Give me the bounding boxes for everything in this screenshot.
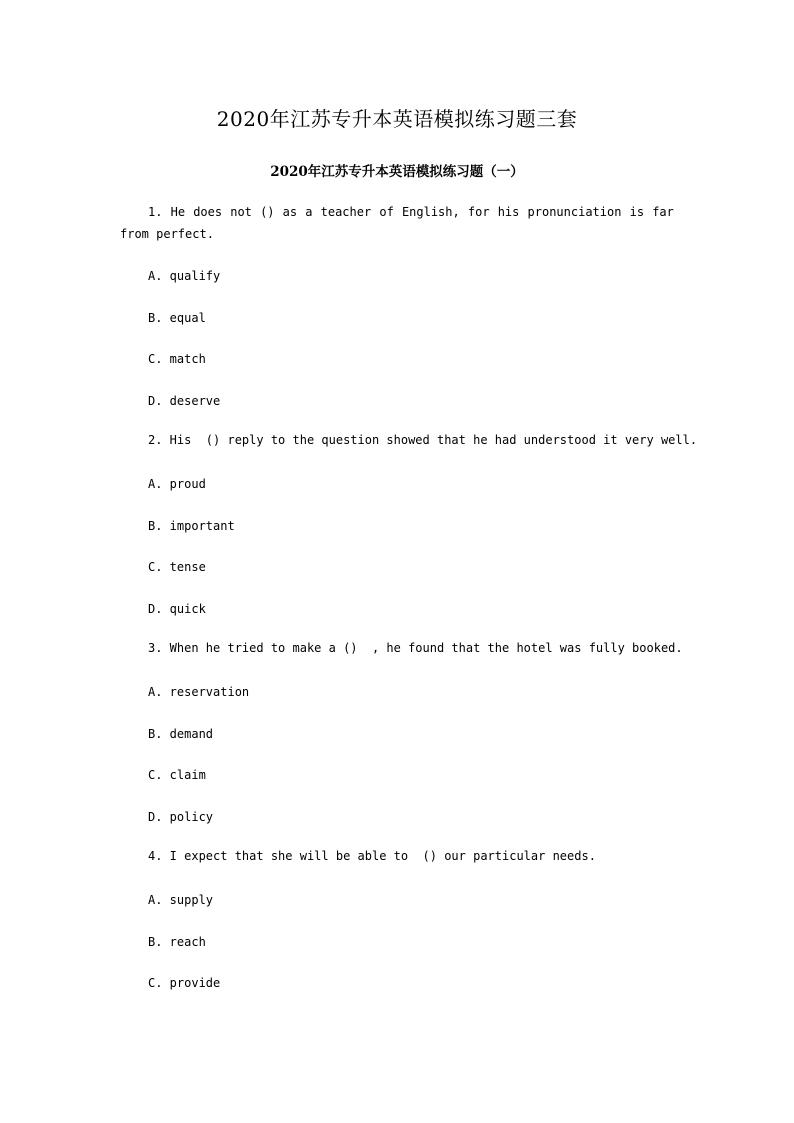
stem-word: is bbox=[629, 205, 645, 219]
question-2-option-a: A. proud bbox=[148, 477, 206, 491]
question-1-option-a: A. qualify bbox=[148, 269, 221, 283]
stem-word: 1. bbox=[148, 205, 163, 219]
question-3-option-c: C. claim bbox=[148, 768, 206, 782]
stem-word: as bbox=[282, 205, 298, 219]
stem-word: not bbox=[230, 205, 252, 219]
question-2-option-d: D. quick bbox=[148, 602, 206, 616]
stem-word: teacher bbox=[320, 205, 372, 219]
question-3-option-d: D. policy bbox=[148, 810, 214, 824]
question-1-stem-line-1 bbox=[148, 204, 674, 220]
question-4-stem: 4. I expect that she will be able to () our particular needs. bbox=[148, 849, 596, 863]
question-2-option-b: B. important bbox=[148, 519, 235, 533]
question-3-option-a: A. reservation bbox=[148, 685, 250, 699]
question-1-option-d: D. deserve bbox=[148, 394, 221, 408]
question-3-stem: 3. When he tried to make a () , he found that the hotel was fully booked. bbox=[148, 641, 683, 655]
question-4-option-a: A. supply bbox=[148, 893, 214, 907]
stem-word: pronunciation bbox=[527, 205, 622, 219]
document-title: 2020年江苏专升本英语模拟练习题三套 bbox=[216, 107, 578, 131]
stem-word: his bbox=[497, 205, 520, 219]
stem-word: () bbox=[260, 205, 275, 219]
stem-word: for bbox=[467, 205, 490, 219]
stem-word: does bbox=[193, 205, 223, 219]
question-4-option-b: B. reach bbox=[148, 935, 206, 949]
stem-word: far bbox=[652, 205, 674, 219]
question-1-option-b: B. equal bbox=[148, 311, 206, 325]
stem-word: English, bbox=[401, 205, 460, 219]
stem-word: a bbox=[305, 205, 313, 219]
question-3-option-b: B. demand bbox=[148, 727, 214, 741]
question-1-stem-line-2: from perfect. bbox=[120, 227, 214, 241]
question-4-option-c: C. provide bbox=[148, 976, 221, 990]
stem-word: He bbox=[170, 205, 186, 219]
stem-word: of bbox=[379, 205, 394, 219]
question-1-option-c: C. match bbox=[148, 352, 206, 366]
question-2-option-c: C. tense bbox=[148, 560, 206, 574]
section-subtitle: 2020年江苏专升本英语模拟练习题（一） bbox=[270, 164, 524, 180]
question-2-stem: 2. His () reply to the question showed that he had understood it very well. bbox=[148, 433, 698, 447]
